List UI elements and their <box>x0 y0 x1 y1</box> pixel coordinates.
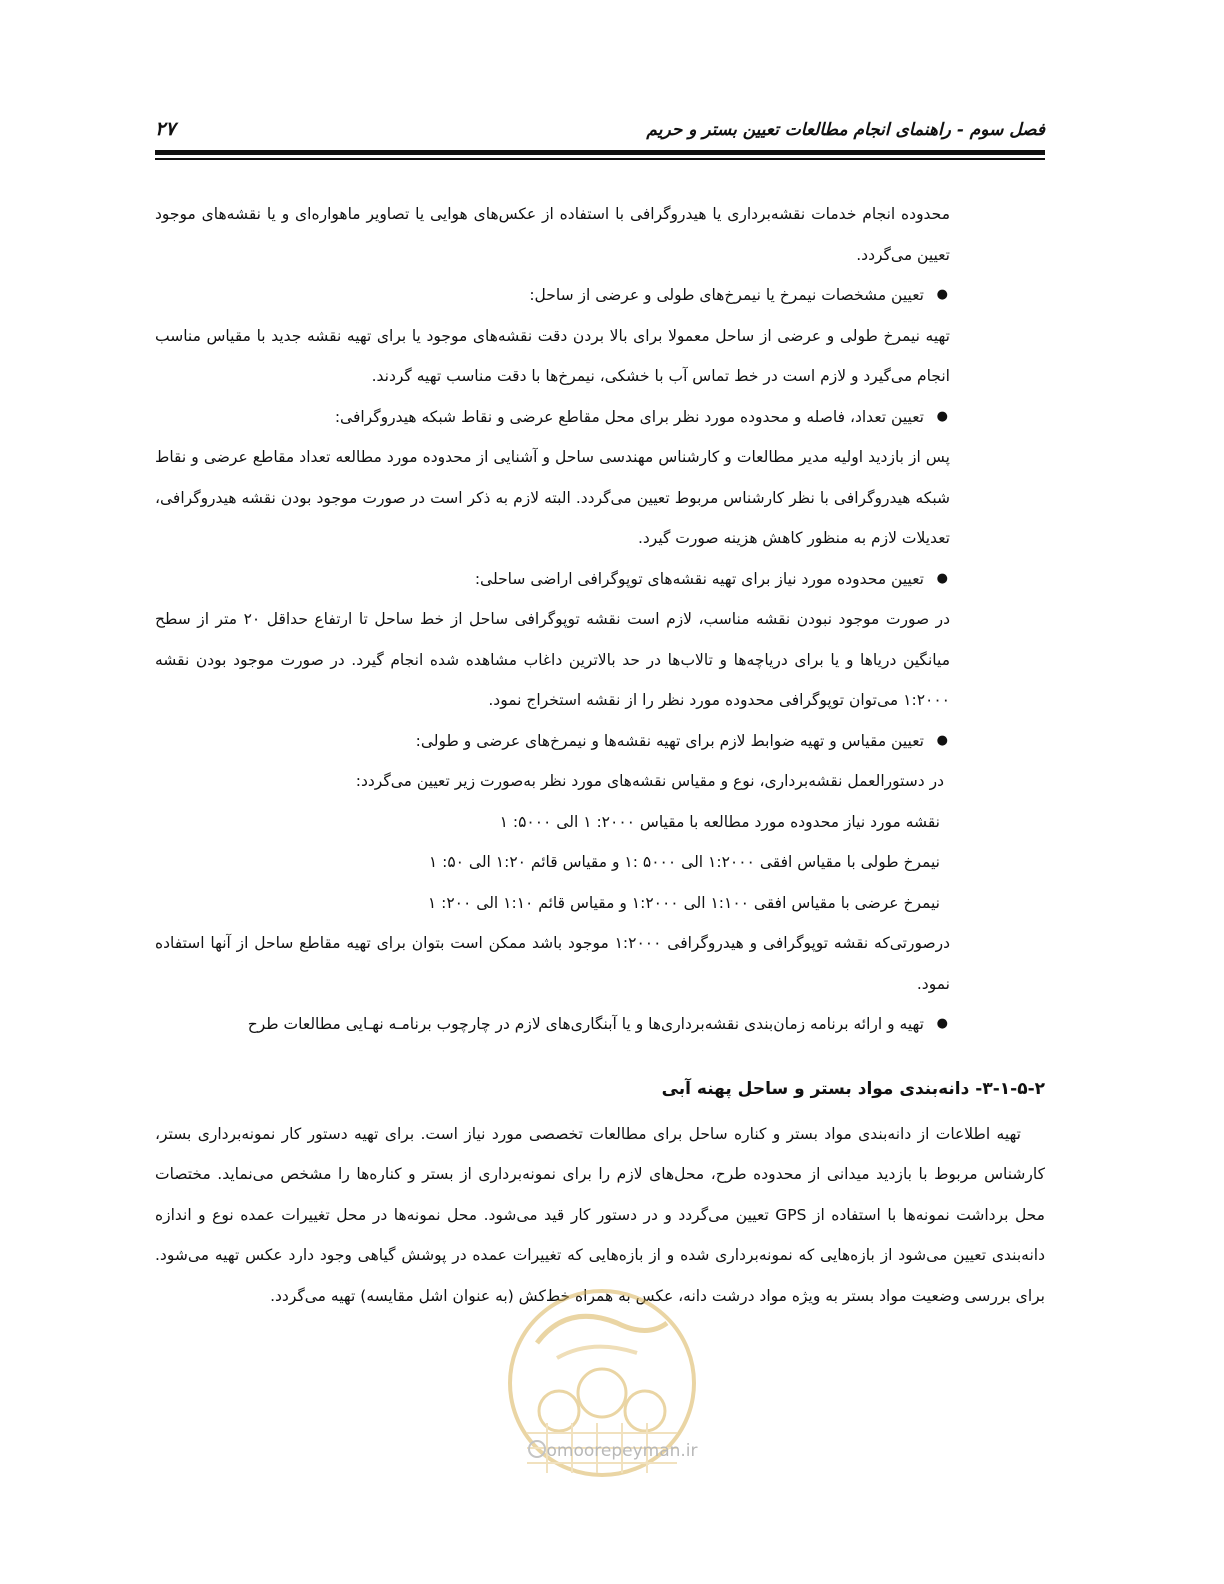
bullet-item <box>155 397 950 438</box>
bullet-item <box>155 559 950 600</box>
scale-line: نقشه مورد نیاز محدوده مورد مطالعه با مقیاس ۲۰۰۰: ۱ الی ۵۰۰۰: ۱ <box>499 812 940 831</box>
bullet-text: تعیین مشخصات نیمرخ یا نیمرخ‌های طولی و عرضی از ساحل: <box>529 286 924 304</box>
watermark-url <box>0 1440 1224 1461</box>
scale-intro: در دستورالعمل نقشه‌برداری، نوع و مقیاس نقشه‌های مورد نظر به‌صورت زیر تعیین می‌گردد: <box>355 772 944 790</box>
scale-line: نیمرخ عرضی با مقیاس افقی ۱:۱۰۰ الی ۱:۲۰۰۰ و مقیاس قائم ۱:۱۰ الی ۲۰۰: ۱ <box>427 893 940 912</box>
bullet-text: تعیین مقیاس و تهیه ضوابط لازم برای تهیه نقشه‌ها و نیمرخ‌های عرضی و طولی: <box>415 731 924 750</box>
body-text <box>155 194 950 1045</box>
bullet-dot-icon: ● <box>936 287 948 302</box>
item-paragraph: در صورت موجود نبودن نقشه مناسب، لازم است نقشه توپوگرافی ساحل از خط ساحل تا ارتفاع حداقل ۲۰ متر از سطح میانگین دریاها و یا برای دریاچه‌ها و تالاب‌ها در حد بالاترین داغاب مشاهده شده انجام گیرد. در صورت موجود بودن نقشه ۱:۲۰۰۰ می‌توان توپوگرافی محدوده مورد نظر را از نقشه استخراج نمود. <box>155 610 951 709</box>
bullet-dot-icon: ● <box>936 1016 948 1031</box>
bullet-item <box>155 275 950 316</box>
intro-paragraph: محدوده انجام خدمات نقشه‌برداری یا هیدروگرافی با استفاده از عکس‌های هوایی یا تصاویر ماهواره‌ای و یا نقشه‌های موجود تعیین می‌گردد. <box>155 205 950 264</box>
bullet-dot-icon: ● <box>936 732 948 748</box>
item-paragraph: تهیه نیمرخ طولی و عرضی از ساحل معمولا برای بالا بردن دقت نقشه‌های موجود یا برای تهیه نقشه جدید با مقیاس مناسب انجام می‌گیرد و لازم است در خط تماس آب با خشکی، نیمرخ‌ها با دقت مناسب تهیه گردند. <box>155 326 950 385</box>
bullet-text: تهیه و ارائه برنامه زمان‌بندی نقشه‌برداری‌ها و یا آبنگاری‌های لازم در چارچوب برنامـه نهـایی مطالعات طرح <box>247 1015 924 1033</box>
scale-closing: درصورتی‌که نقشه توپوگرافی و هیدروگرافی ۱:۲۰۰۰ موجود باشد ممکن است بتوان برای تهیه مقاطع ساحل از آنها استفاده نمود. <box>155 934 951 993</box>
watermark-small-logo-icon <box>528 1440 546 1458</box>
bullet-text: تعیین تعداد، فاصله و محدوده مورد نظر برای محل مقاطع عرضی و نقاط شبکه هیدروگرافی: <box>334 407 924 426</box>
page-number: ۲۷ <box>155 118 176 140</box>
header-rule-thick <box>155 150 1045 155</box>
bullet-item <box>155 1004 950 1045</box>
header-rule-thin <box>155 158 1045 160</box>
page-header <box>155 118 1045 148</box>
bullet-dot-icon: ● <box>936 408 948 424</box>
bullet-dot-icon: ● <box>936 570 948 586</box>
section-paragraph: تهیه اطلاعات از دانه‌بندی مواد بستر و کناره ساحل برای مطالعات تخصصی مورد نیاز است. برای تهیه دستور کار نمونه‌برداری بستر، کارشناس مربوط با بازدید میدانی از محدوده طرح، محل‌های لازم را برای نمونه‌برداری از بستر و کناره‌ها را مشخص می‌نماید. مختصات محل برداشت نمونه‌ها با استفاده از GPS تعیین می‌گردد و در دستور کار قید می‌شود. محل نمونه‌ها در محل تغییرات عمده نوع و اندازه دانه‌بندی تعیین می‌شود از بازه‌هایی که نمونه‌برداری شده و از بازه‌هایی که تغییرات عمده در پوشش گیاهی وجود دارد عکس تهیه می‌شود. برای بررسی وضعیت مواد بستر به ویژه مواد درشت دانه، عکس به همراه خط‌کش (به عنوان اشل مقایسه) تهیه می‌گردد. <box>155 1124 1045 1305</box>
section-heading: ۳-۱-۵-۲- دانه‌بندی مواد بستر و ساحل پهنه آبی <box>661 1079 1045 1099</box>
scale-line: نیمرخ طولی با مقیاس افقی ۱:۲۰۰۰ الی ۵۰۰۰ :۱ و مقیاس قائم ۱:۲۰ الی ۵۰: ۱ <box>428 853 940 871</box>
item-paragraph: پس از بازدید اولیه مدیر مطالعات و کارشناس مهندسی ساحل و آشنایی از محدوده مورد مطالعه تعداد مقاطع عرضی و نقاط شبکه هیدروگرافی با نظر کارشناس مربوط تعیین می‌گردد. البته لازم به ذکر است در صورت موجود بودن نقشه هیدروگرافی، تعدیلات لازم به منظور کاهش هزینه صورت گیرد. <box>155 448 950 547</box>
bullet-text: تعیین محدوده مورد نیاز برای تهیه نقشه‌های توپوگرافی اراضی ساحلی: <box>474 569 924 588</box>
bullet-item <box>155 721 950 762</box>
section-block <box>155 1069 1045 1316</box>
watermark-url-text: omoorepeyman.ir <box>546 1441 698 1461</box>
chapter-title: فصل سوم - راهنمای انجام مطالعات تعیین بستر و حریم <box>646 120 1045 140</box>
